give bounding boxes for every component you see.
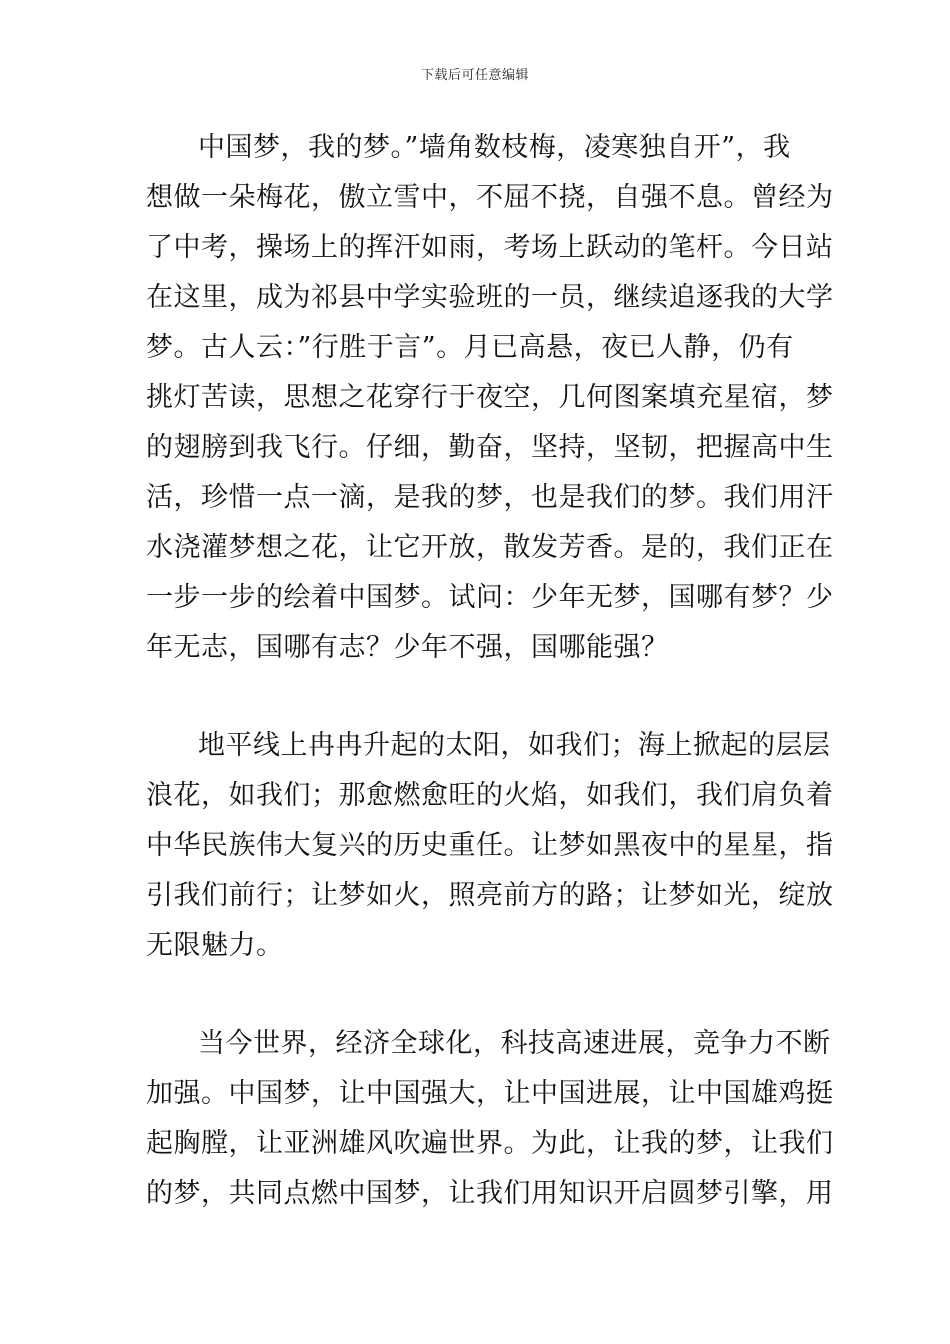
paragraph-line: 一步一步的绘着中国梦。试问：少年无梦，国哪有梦？少 (146, 582, 834, 613)
paragraph-line: 中华民族伟大复兴的历史重任。让梦如黑夜中的星星，指 (146, 830, 834, 861)
paragraph-line: 当今世界，经济全球化，科技高速进展，竞争力不断 (198, 1028, 831, 1059)
paragraph-line: 加强。中国梦，让中国强大，让中国进展，让中国雄鸡挺 (146, 1078, 834, 1109)
paragraph-line: 地平线上冉冉升起的太阳，如我们；海上掀起的层层 (198, 730, 831, 761)
paragraph-line: 起胸膛，让亚洲雄风吹遍世界。为此，让我的梦，让我们 (146, 1128, 834, 1159)
paragraph-line: 无限魅力。 (146, 930, 284, 961)
paragraph-line: 水浇灌梦想之花，让它开放，散发芳香。是的，我们正在 (146, 532, 834, 563)
paragraph-line: 活，珍惜一点一滴，是我的梦，也是我们的梦。我们用汗 (146, 482, 834, 513)
paragraph-line: 引我们前行；让梦如火，照亮前方的路；让梦如光，绽放 (146, 880, 834, 911)
page-header: 下载后可任意编辑 (420, 68, 529, 83)
paragraph-line: 的翅膀到我飞行。仔细，勤奋，坚持，坚韧，把握高中生 (146, 432, 834, 463)
paragraph-line: 挑灯苦读，思想之花穿行于夜空，几何图案填充星宿，梦 (146, 382, 834, 413)
paragraph-line: 在这里，成为祁县中学实验班的一员，继续追逐我的大学 (146, 282, 834, 313)
paragraph-line: 年无志，国哪有志？少年不强，国哪能强？ (146, 632, 669, 663)
paragraph-line: 梦。古人云：”行胜于言”。月已高悬，夜已人静，仍有 (146, 332, 794, 363)
paragraph-line: 中国梦，我的梦。”墙角数枝梅，凌寒独自开”，我 (198, 132, 791, 163)
paragraph-line: 了中考，操场上的挥汗如雨，考场上跃动的笔杆。今日站 (146, 232, 834, 263)
paragraph-line: 的梦，共同点燃中国梦，让我们用知识开启圆梦引擎，用 (146, 1178, 834, 1209)
paragraph-line: 浪花，如我们；那愈燃愈旺的火焰，如我们，我们肩负着 (146, 780, 834, 811)
paragraph-line: 想做一朵梅花，傲立雪中，不屈不挠，自强不息。曾经为 (146, 182, 834, 213)
